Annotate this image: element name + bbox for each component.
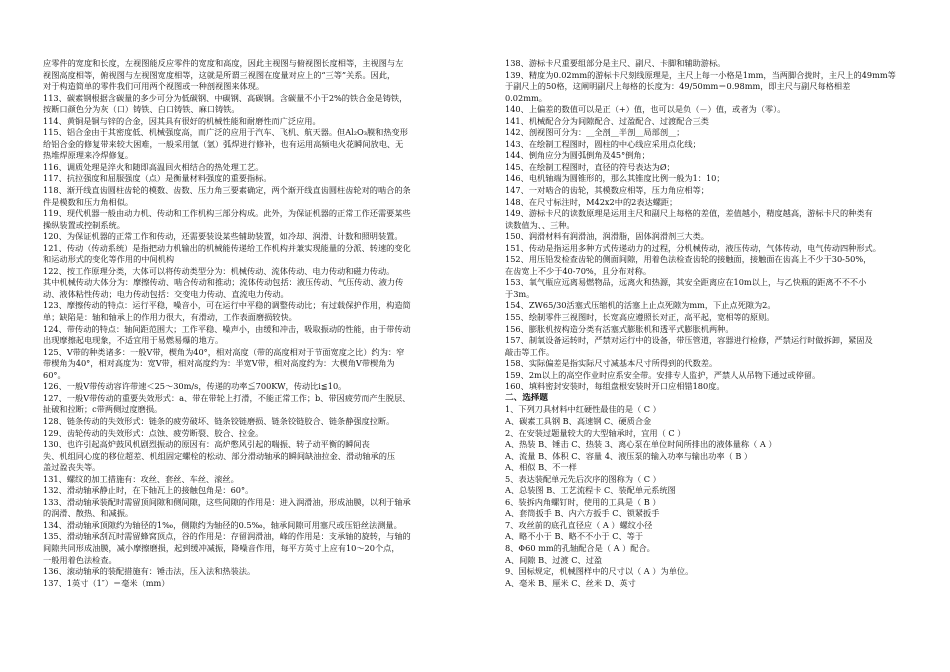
- left-text-line: 失、机组同心度的移位超差、机组固定螺栓的松动、部分滑动轴承的瞬间缺油拉金、滑动轴承的压: [43, 450, 396, 461]
- left-text-line: 137、1英寸（1″）＝毫米（mm）: [43, 577, 170, 588]
- left-text-line: 126、一般V带传动容许带速＜25～30m/s，传递的功率≦700KW，传动比i≦10。: [43, 381, 347, 392]
- right-text-line: A、流量 B、体积 C、容量 4、液压泵的输入功率与输出功率（ B ）: [505, 450, 753, 461]
- right-text-line: 于3m。: [505, 288, 535, 299]
- left-text-line: 热堆焊原理来冷焊修复。: [43, 150, 134, 161]
- left-text-line: 单；缺陷是：轴和轴承上的作用力很大，有滑动，工作表面磨损较快。: [43, 312, 297, 323]
- right-text-line: A、间隙 B、过渡 C、过盈: [505, 554, 603, 565]
- right-text-line: 6、装拆内角螺钉时，使用的工具是（ B ）: [505, 496, 661, 507]
- left-text-line: 动、液体粘性传动；电力传动包括：交变电力传动、直流电力传动。: [43, 288, 289, 299]
- left-text-line: 盖过盈丧失等。: [43, 462, 101, 473]
- left-text-line: 116、调质处理是淬火和随即高温回火相结合的热处理工艺。: [43, 161, 264, 172]
- right-text-line: 154、ZW65/30活塞式压缩机的活塞上止点死隙为mm，下止点死隙为2。: [505, 300, 776, 311]
- right-text-line: A、略不小于 B、略不不小于 C、等于: [505, 531, 644, 542]
- right-text-line: 143、在绘制工程图时，圆柱的中心线应采用点化线；: [505, 138, 701, 149]
- left-text-line: 视图高度相等，俯视图与左视图宽度相等，这就是所谓三视图在度量对应上的“三等”关系。因此，: [43, 69, 396, 80]
- left-text-line: 136、滚动轴承的装配措施有：锤击法，压入法和热装法。: [43, 566, 256, 577]
- right-section-heading: 二、选择题: [505, 392, 548, 403]
- right-text-line: 149、游标卡尺的读数原理是运用主尺和副尺上每格的差值，差值越小，精度越高，游标卡尺的种类有: [505, 208, 873, 219]
- left-text-line: 123、摩擦传动的特点：运行平稳，噪音小，可在运行中平稳的调整传动比；有过载保护作用，构造简: [43, 300, 411, 311]
- left-text-line: 127、一般V带传动的重要失效形式：a、带在带轮上打滑，不能正常工作；b、带因疲劳而产生脱层、: [43, 392, 411, 403]
- left-text-line: 应零件的宽度和长度，左视图能反应零件的宽度和高度，因此主视图与俯视图长度相等，主视图与左: [43, 58, 404, 68]
- right-text-line: 读数值为、、三种。: [505, 219, 575, 230]
- right-text-line: 146、电机轴端为圆锥形的，那么其锥度比例一般为1：10；: [505, 173, 725, 184]
- right-text-line: 141、机械配合分为间隙配合、过盈配合、过渡配合三类: [505, 115, 709, 126]
- right-column: [505, 58, 925, 589]
- left-text-line: 一般用着色法检查。: [43, 554, 117, 565]
- right-text-line: A、套筒扳手 B、内六方扳手 C、锁紧扳手: [505, 508, 660, 519]
- right-text-line: 156、膨胀机按构造分类有活塞式膨胀机和透平式膨胀机两种。: [505, 323, 734, 334]
- left-text-line: 60°。: [43, 369, 66, 380]
- right-text-line: 139、精度为0.02mm的游标卡尺刻线原理是，主尺上每一小格是1mm，当两脚合拢时，主尺上的49mm等: [505, 69, 896, 80]
- right-text-line: A、相似 B、不一样: [505, 462, 577, 473]
- left-text-line: 132、滑动轴承静止时，在下轴瓦上的接触包角是：60°。: [43, 485, 254, 496]
- left-text-line: 114、黄铜是铜与锌的合金，因其具有很好的机械性能和耐磨性而广泛应用。: [43, 115, 321, 126]
- right-text-line: 155、绘制零件三视图时，长宽高应遵照长对正，高平起，宽相等的原则。: [505, 312, 775, 323]
- right-text-line: 158、实际偏差是指实际尺寸减基本尺寸所得到的代数差。: [505, 358, 718, 369]
- left-column: [43, 58, 486, 589]
- left-text-line: 113、碳素钢根据含碳量的多少可分为低碳钢、中碳钢、高碳钢。含碳量不小于2%的铁合金是铸铁，: [43, 92, 408, 103]
- left-text-line: 其中机械传动大体分为：摩擦传动、啮合传动和推动；流体传动包括：液压传动、气压传动、液力传: [43, 277, 404, 288]
- left-text-line: 操纵装置或控制系统。: [43, 219, 125, 230]
- right-text-line: 8、Φ60 mm的孔轴配合是（ A ）配合。: [505, 542, 655, 553]
- right-text-line: A、碳素工具钢 B、高速钢 C、硬质合金: [505, 415, 652, 426]
- left-text-line: 128、链条传动的失效形式：链条的疲劳破坏、链条铰链磨损、链条铰链胶合、链条静强度拉断。: [43, 415, 395, 426]
- right-text-line: 5、表达装配单元先后次序的图称为（ C ）: [505, 473, 661, 484]
- left-text-line: 按断口颜色分为灰（口）铸铁、白口铸铁、麻口铸铁。: [43, 104, 240, 115]
- left-text-line: 带楔角为40°，相对高度为：宽V带，相对高度约为：半宽V带，相对高度约为：大楔角V带楔角为: [43, 358, 395, 369]
- right-text-line: A、热装 B、锤击 C、热装 3、离心泵在单位时间所排出的液体量称（ A ）: [505, 439, 777, 450]
- left-text-line: 120、为保证机器的正常工作和传动，还需要装设某些辅助装置，如冷却、润滑、计数和照明装置。: [43, 231, 403, 242]
- right-text-line: 在齿宽上不少于40-70%，且分布对称。: [505, 265, 652, 276]
- right-text-line: 151、传动是指运用多种方式传递动力的过程，分机械传动，液压传动，气体传动，电气传动四种形式。: [505, 242, 881, 253]
- left-text-line: 133、滑动轴承装配时需留顶间隙和侧间隙，这些间隙的作用是：进入润滑油，形成油膜，以利于轴承: [43, 496, 411, 507]
- left-text-line: 134、滑动轴承顶隙约为轴径的1‰，侧隙约为轴径的0.5‰，轴承间隙可用塞尺或压铅丝法测量。: [43, 519, 402, 530]
- right-text-line: 152、用压铅发检查齿轮的侧面间隙，用着色法检查齿轮的接触面，接触面在齿高上不少于30-50%，: [505, 254, 872, 265]
- left-text-line: 119、现代机器一般由动力机、传动和工作机构三部分构成。此外，为保证机器的正常工作还需要某些: [43, 208, 411, 219]
- left-text-line: 115、铝合金由于其密度低、机械强度高，而广泛的应用于汽车、飞机、航天器。但Al₂O₃膜和热变形: [43, 127, 408, 138]
- left-text-line: 121、传动（传动系统）是指把动力机输出的机械能传递给工作机构并兼实现能量的分派、转速的变化: [43, 242, 411, 253]
- left-text-line: 对于构造简单的零件我们可用两个视图或一种剖视图来体现。: [43, 81, 265, 92]
- right-text-line: 144、倒角应分为圆弧倒角及45°倒角；: [505, 150, 650, 161]
- right-text-line: 138、游标卡尺重要组部分是主尺、副尺、卡脚和辅助游标。: [505, 58, 726, 68]
- right-text-line: 9、国标规定，机械图样中的尺寸以（ A ）为单位。: [505, 566, 694, 577]
- left-text-line: 131、螺纹的加工措施有：攻丝、套丝、车丝、滚丝。: [43, 473, 239, 484]
- left-text-line: 124、带传动的特点：轴间距范围大；工作平稳、噪声小，由缓和冲击，吸取振动的性能，由于带传动: [43, 323, 411, 334]
- left-text-line: 129、齿轮传动的失效形式：点蚀、疲劳断裂、胶合、拉金。: [43, 427, 264, 438]
- right-text-line: 160、填料密封安装时，每组盘根安装时开口应相错180度。: [505, 381, 725, 392]
- left-text-line: 125、V带的种类诸多：一般V带，楔角为40°，相对高度（带的高度相对于节面宽度之比）约为：窄: [43, 346, 405, 357]
- right-text-line: 敲击等工作。: [505, 346, 555, 357]
- left-text-line: 出现摩擦起电现象，不适宜用于易燃易爆的地方。: [43, 335, 224, 346]
- right-text-line: 159、2m以上的高空作业时应系安全带。安排专人监护，严禁人从吊物下通过或停留。: [505, 369, 821, 380]
- right-text-line: 147、一对啮合的齿轮，其模数应相等，压力角应相等；: [505, 185, 709, 196]
- left-text-line: 的润滑、散热、和减振。: [43, 508, 134, 519]
- right-text-line: 145、在绘制工程图时，直径的符号表达为Ø；: [505, 161, 675, 172]
- left-text-line: 135、滑动轴承刮瓦时需留蜂窝顶点，谷的作用是：存留润滑油，峰的作用是：支承轴的旋转，与轴的: [43, 531, 411, 542]
- right-text-line: A、总装图 B、工艺流程卡 C、装配单元系统图: [505, 485, 676, 496]
- left-text-line: 130、也许引起高炉鼓风机剧烈振动的原因有：高炉憋风引起的喘振、转子动平衡的瞬间丧: [43, 439, 370, 450]
- right-text-line: 0.02mm。: [505, 92, 547, 103]
- left-text-line: 122、按工作原理分类，大体可以将传动类型分为：机械传动、流体传动、电力传动和磁力传动。: [43, 265, 395, 276]
- right-text-line: A、毫米 B、厘米 C、丝米 D、英寸: [505, 577, 636, 588]
- right-text-line: 157、制氧设备运转时，严禁对运行中的设备，带压管道，容器进行检修，严禁运行时做拆卸，紧固及: [505, 335, 873, 346]
- right-text-line: 140、上偏差的数值可以是正（+）值，也可以是负（－）值，或者为（零）。: [505, 104, 786, 115]
- right-text-line: 142、剖视图可分为：__全剖__半剖__局部剖__；: [505, 127, 685, 138]
- right-text-line: 7、攻丝前的底孔直径应（ A ）螺纹小径: [505, 519, 653, 530]
- right-text-line: 1、下列刀具材料中红硬性最佳的是（ C ）: [505, 404, 661, 415]
- right-text-line: 153、氧气瓶应远离易燃物品，远离火和热源，其安全距离应在10m以上，与乙快瓶的距离不不不小: [505, 277, 867, 288]
- left-text-line: 118、渐开线直齿圆柱齿轮的模数、齿数、压力角三要素确定，两个渐开线直齿圆柱齿轮对的啮合的条: [43, 185, 411, 196]
- right-text-line: 150、润滑材料有润滑油，润滑脂，固体润滑剂三大类。: [505, 231, 709, 242]
- right-text-line: 于副尺上的50格，这阐明副尺上每格的长度为：49/50mm＝0.98mm，即主尺与副尺每格相差: [505, 81, 851, 92]
- left-text-line: 扯破和拉断；c带两侧过度磨损。: [43, 404, 163, 415]
- right-text-line: 2、在安装过题量较大的大型轴承时，宜用（ C ）: [505, 427, 686, 438]
- left-text-line: 件是模数和压力角相似。: [43, 196, 134, 207]
- left-text-line: 117、抗拉强度和屈服强度（点）是衡量材料强度的重要指标。: [43, 173, 272, 184]
- right-text-line: 148、在尺寸标注时，M42x2中的2表达螺距；: [505, 196, 678, 207]
- left-text-line: 间隙共同形成油膜，减小摩擦磨损，起到缓冲减振，降噪音作用，每平方英寸上应有10～20个点，: [43, 542, 400, 553]
- left-text-line: 给铝合金的修复带来较大困难，一般采用氩（氩）弧焊进行修补，也有运用高频电火花瞬间放电、无: [43, 138, 404, 149]
- left-text-line: 和运动形式的变化等作用的中间机构: [43, 254, 175, 265]
